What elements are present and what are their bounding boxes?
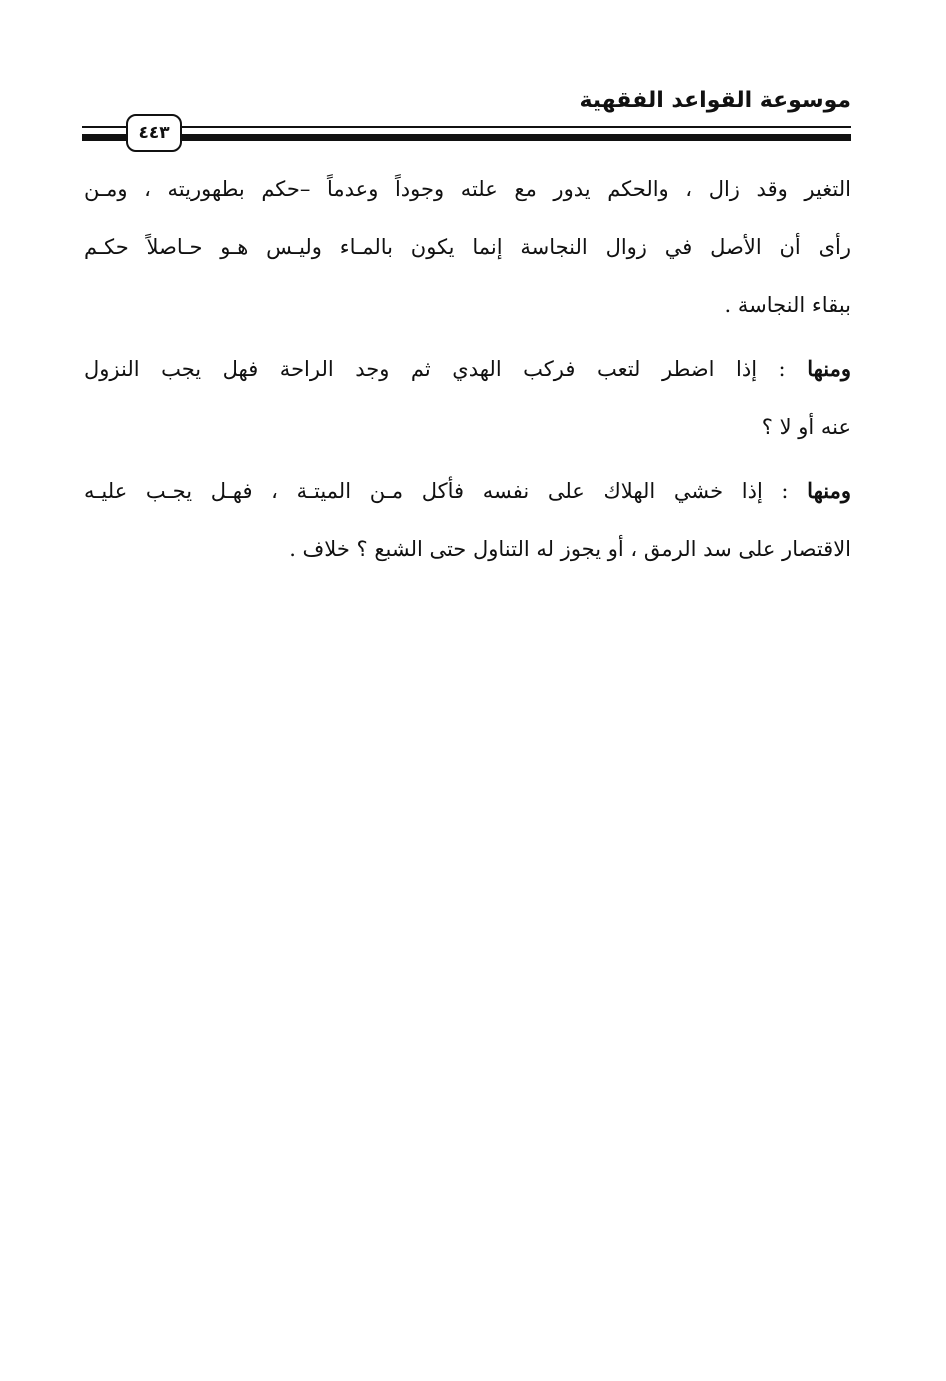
page-number: ٤٤٣ xyxy=(138,123,170,143)
lead-word: ومنها xyxy=(807,478,851,503)
lead-word: ومنها xyxy=(807,356,851,381)
text-fragment: : إذا خشي الهلاك على نفسه فأكل مـن الميتـة ، فهـل يجـب عليـه xyxy=(84,479,789,503)
page-body xyxy=(84,160,851,584)
paragraph xyxy=(84,462,851,578)
text-line: الاقتصار على سد الرمق ، أو يجوز له التناول حتى الشبع ؟ خلاف . xyxy=(289,537,851,561)
text-line: ببقاء النجاسة . xyxy=(724,293,851,317)
header-rule-thick xyxy=(82,134,851,141)
text-line xyxy=(84,340,851,398)
page-number-badge xyxy=(126,114,182,152)
text-line xyxy=(84,462,851,520)
text-fragment: : إذا اضطر لتعب فركب الهدي ثم وجد الراحة فهل يجب النزول xyxy=(84,357,786,381)
text-line: رأى أن الأصل في زوال النجاسة إنما يكون بالمـاء وليـس هـو حـاصلاً حكـم xyxy=(84,235,851,259)
text-line: عنه أو لا ؟ xyxy=(761,415,851,439)
paragraph xyxy=(84,340,851,456)
text-line: التغير وقد زال ، والحكم يدور مع علته وجوداً وعدماً –حكم بطهوريته ، ومـن xyxy=(84,177,851,201)
paragraph xyxy=(84,160,851,334)
header-rule-thin xyxy=(82,126,851,128)
running-title: موسوعة القواعد الفقهية xyxy=(579,88,851,113)
